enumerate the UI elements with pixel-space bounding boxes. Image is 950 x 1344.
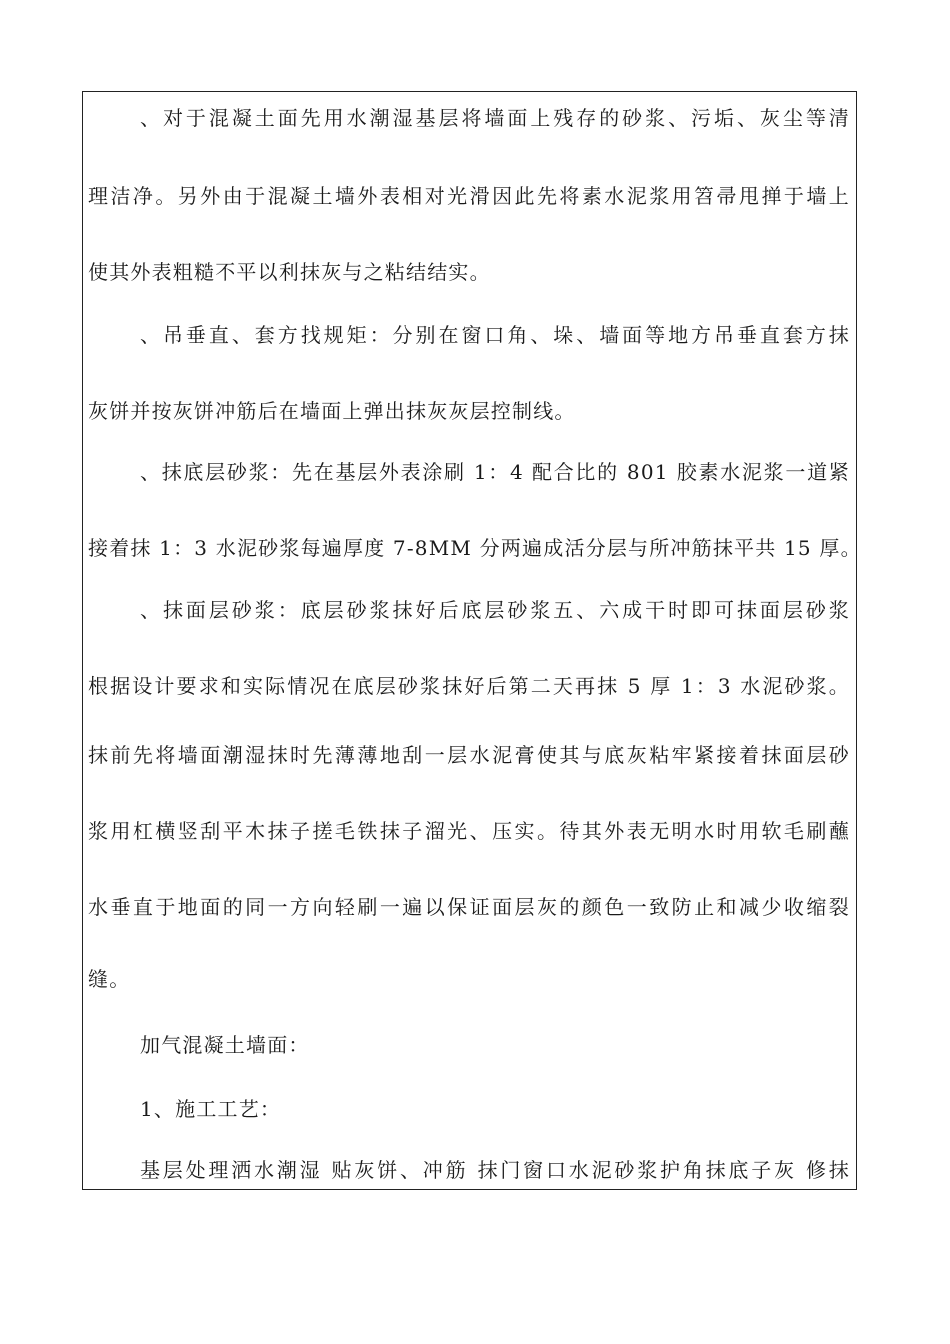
- paragraph-line: 接着抹 1：3 水泥砂浆每遍厚度 7-8MM 分两遍成活分层与所冲筋抹平共 15 厚。: [88, 536, 862, 560]
- paragraph-line: 抹前先将墙面潮湿抹时先薄薄地刮一层水泥膏使其与底灰粘牢紧接着抹面层砂: [88, 743, 850, 767]
- paragraph-line: 、对于混凝土面先用水潮湿基层将墙面上残存的砂浆、污垢、灰尘等清: [140, 106, 850, 130]
- paragraph-line: 基层处理洒水潮湿 贴灰饼、冲筋 抹门窗口水泥砂浆护角抹底子灰 修抹: [140, 1158, 850, 1182]
- paragraph-line: 、抹面层砂浆：底层砂浆抹好后底层砂浆五、六成干时即可抹面层砂浆: [140, 598, 850, 622]
- paragraph-line: 、吊垂直、套方找规矩：分别在窗口角、垛、墙面等地方吊垂直套方抹: [140, 323, 850, 347]
- paragraph-line: 水垂直于地面的同一方向轻刷一遍以保证面层灰的颜色一致防止和减少收缩裂: [88, 895, 850, 919]
- paragraph-line: 、抹底层砂浆：先在基层外表涂刷 1：4 配合比的 801 胶素水泥浆一道紧: [140, 460, 850, 484]
- paragraph-line: 缝。: [88, 967, 131, 991]
- paragraph-line: 使其外表粗糙不平以利抹灰与之粘结结实。: [88, 260, 491, 284]
- subsection-heading: 1、施工工艺：: [140, 1097, 282, 1121]
- paragraph-line: 理洁净。另外由于混凝土墙外表相对光滑因此先将素水泥浆用笤帚甩掸于墙上: [88, 184, 850, 208]
- paragraph-line: 灰饼并按灰饼冲筋后在墙面上弹出抹灰灰层控制线。: [88, 399, 576, 423]
- section-heading: 加气混凝土墙面：: [140, 1033, 310, 1057]
- paragraph-line: 根据设计要求和实际情况在底层砂浆抹好后第二天再抹 5 厚 1：3 水泥砂浆。: [88, 674, 850, 698]
- paragraph-line: 浆用杠横竖刮平木抹子搓毛铁抹子溜光、压实。待其外表无明水时用软毛刷蘸: [88, 819, 850, 843]
- content-table-border: [82, 91, 862, 1190]
